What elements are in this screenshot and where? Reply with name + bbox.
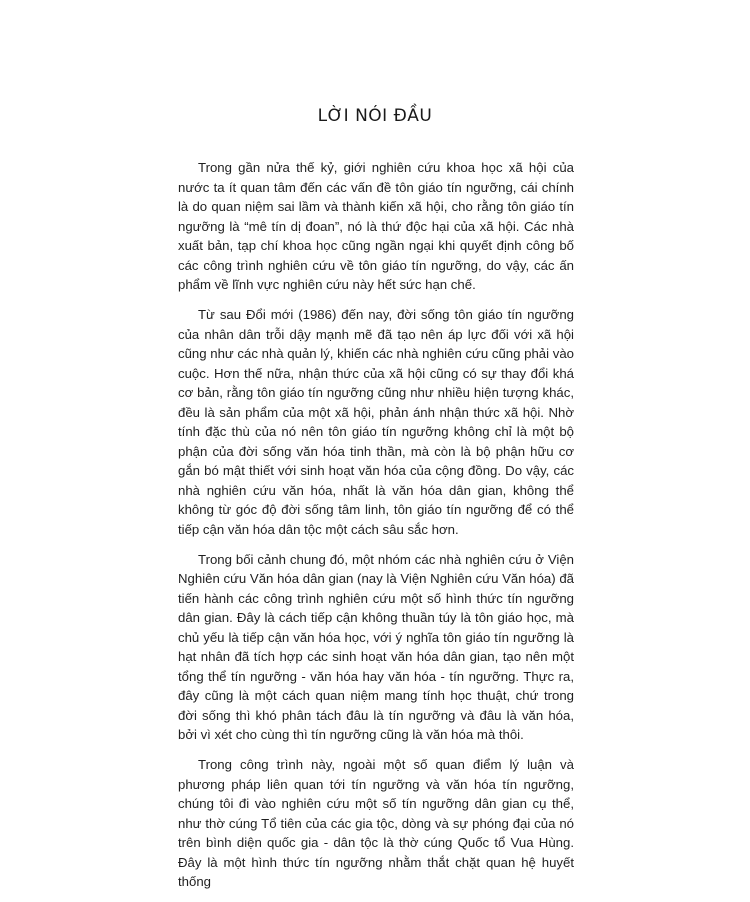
paragraph-2: Từ sau Đổi mới (1986) đến nay, đời sống tôn giáo tín ngưỡng của nhân dân trỗi dậy mạnh mẽ đã tạo nên áp lực đối với xã hội cũng như các nhà quản lý, khiến các nhà nghiên cứu cũng phải vào cuộc. Hơn thế nữa, nhận thức của xã hội cũng có sự thay đổi khá cơ bản, rằng tôn giáo tín ngưỡng cũng như nhiều hiện tượng khác, đều là sản phẩm của một xã hội, phản ánh nhận thức xã hội. Nhờ tính đặc thù của nó nên tôn giáo tín ngưỡng không chỉ là một bộ phận của đời sống văn hóa tinh thần, mà còn là bộ phận hữu cơ gắn bó mật thiết với sinh hoạt văn hóa của cộng đồng. Do vậy, các nhà nghiên cứu văn hóa, nhất là văn hóa dân gian, không thể không từ góc độ đời sống tâm linh, tôn giáo tín ngưỡng để có thể tiếp cận văn hóa dân tộc một cách sâu sắc hơn. bbox=[178, 307, 574, 537]
body-text bbox=[178, 158, 574, 902]
paragraph-1: Trong gần nửa thế kỷ, giới nghiên cứu khoa học xã hội của nước ta ít quan tâm đến các vấn đề tôn giáo tín ngưỡng, cái chính là do quan niệm sai lầm và thành kiến xã hội, cho rằng tôn giáo tín ngưỡng là “mê tín dị đoan”, nó là thứ độc hại của xã hội. Các nhà xuất bản, tạp chí khoa học cũng ngần ngại khi quyết định công bố các công trình nghiên cứu về tôn giáo tín ngưỡng, do vậy, các ấn phẩm về lĩnh vực nghiên cứu này hết sức hạn chế. bbox=[178, 160, 574, 292]
paragraph-4: Trong công trình này, ngoài một số quan điểm lý luận và phương pháp liên quan tới tín ngưỡng và văn hóa tín ngưỡng, chúng tôi đi vào nghiên cứu một số tín ngưỡng dân gian cụ thể, như thờ cúng Tổ tiên của các gia tộc, dòng và sự phóng đại của nó trên bình diện quốc gia - dân tộc là thờ cúng Quốc tổ Vua Hùng. Đây là một hình thức tín ngưỡng nhằm thắt chặt quan hệ huyết thống bbox=[178, 757, 574, 889]
page-title: LỜI NÓI ĐẦU bbox=[317, 106, 433, 126]
paragraph-3: Trong bối cảnh chung đó, một nhóm các nhà nghiên cứu ở Viện Nghiên cứu Văn hóa dân gian (nay là Viện Nghiên cứu Văn hóa) đã tiến hành các công trình nghiên cứu một số hình thức tín ngưỡng dân gian. Đây là cách tiếp cận không thuần túy là tôn giáo học, mà chủ yếu là tiếp cận văn hóa học, với ý nghĩa tôn giáo tín ngưỡng là hạt nhân đã tích hợp các sinh hoạt văn hóa dân gian, tạo nên một tổng thể tín ngưỡng - văn hóa hay văn hóa - tín ngưỡng. Thực ra, đây cũng là một cách quan niệm mang tính học thuật, chứ trong đời sống thì khó phân tách đâu là tín ngưỡng và đâu là văn hóa, bởi vì xét cho cùng thì tín ngưỡng cũng là văn hóa mà thôi. bbox=[178, 551, 574, 742]
